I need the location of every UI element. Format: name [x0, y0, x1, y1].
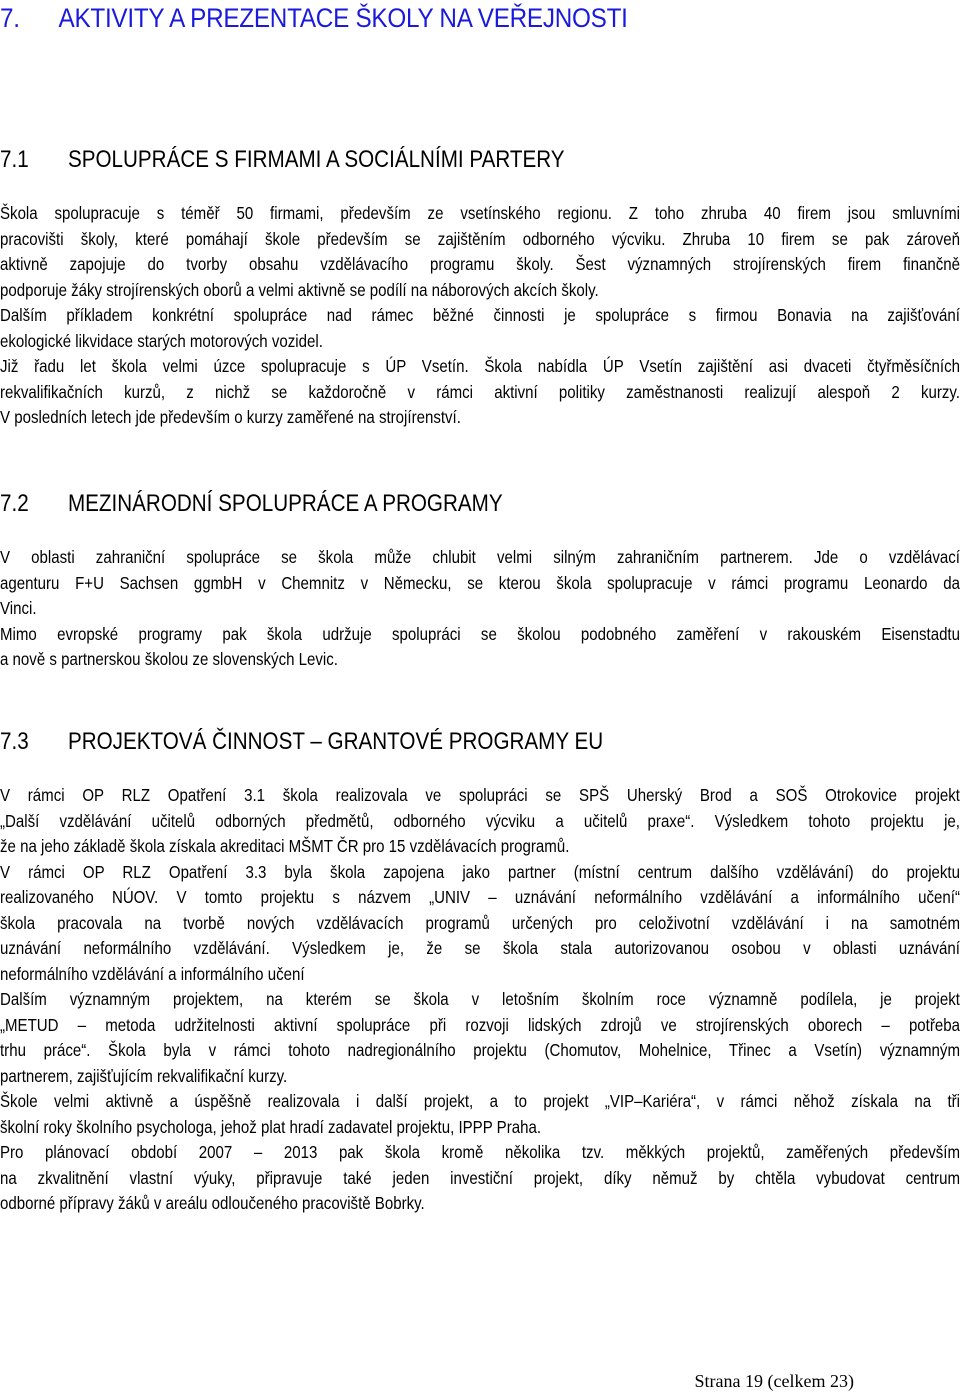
text-line: na zkvalitnění vlastní výuky, připravuje také jeden investiční projekt, díky němuž by chtěla vybudovat centrum	[0, 1167, 960, 1188]
text-line: odborné přípravy žáků v areálu odloučeného pracoviště Bobrky.	[0, 1193, 425, 1213]
text-line: „Další vzdělávání učitelů odborných předmětů, odborného výcviku a učitelů praxe“. Výsledkem tohoto projektu je,	[0, 810, 960, 831]
section-heading-7-1	[0, 145, 826, 175]
chapter-number: 7.	[0, 3, 20, 33]
section-number: 7.3	[0, 728, 29, 755]
text-line: V posledních letech jde především o kurzy zaměřené na strojírenství.	[0, 407, 461, 427]
text-line: a nově s partnerskou školou ze slovenských Levic.	[0, 649, 338, 669]
text-line: Pro plánovací období 2007 – 2013 pak škola kromě několika tzv. měkkých projektů, zaměřených především	[0, 1142, 960, 1162]
text-line: pracovišti školy, které pomáhají škole především se zajištěním odborného výcviku. Zhruba 10 firem se pak zároveň	[0, 228, 960, 249]
text-line: že na jeho základě škola získala akreditaci MŠMT ČR pro 15 vzdělávacích programů.	[0, 836, 570, 856]
text-line: realizovaného NÚOV. V tomto projektu s názvem „UNIV – uznávání neformálního vzdělávání a informálního učení“	[0, 887, 960, 907]
text-line: podporuje žáky strojírenských oborů a velmi aktivně se podílí na náborových akcích školy.	[0, 279, 599, 300]
text-line: partnerem, zajišťujícím rekvalifikační kurzy.	[0, 1065, 288, 1086]
page-number: Strana 19 (celkem 23)	[694, 1371, 854, 1391]
text-line: V rámci OP RLZ Opatření 3.3 byla škola zapojena jako partner (místní centrum dalšího vzdělávání) do projektu	[0, 861, 960, 882]
text-line: Škole velmi aktivně a úspěšně realizovala i další projekt, a to projekt „VIP–Kariéra“, v rámci něhož získala na tři	[0, 1091, 960, 1111]
text-line: školní roky školního psychologa, jehož plat hradí zadavatel projektu, IPPP Praha.	[0, 1116, 542, 1137]
text-line: V rámci OP RLZ Opatření 3.1 škola realizovala ve spolupráci se SPŠ Uherský Brod a SOŠ Otrokovice projekt	[0, 785, 960, 805]
text-line: rekvalifikačních kurzů, z nichž se každoročně v rámci aktivní politiky zaměstnanosti realizují alespoň 2 kurzy.	[0, 381, 960, 402]
section-body-7-1	[0, 201, 960, 431]
text-line: škola pracovala na tvorbě nových vzdělávacích programů určených pro celoživotní vzdělávání i na samotném	[0, 912, 960, 933]
text-line: trhu práce“. Škola byla v rámci tohoto nadregionálního projektu (Chomutov, Mohelnice, Třinec a Vsetín) významným	[0, 1040, 960, 1060]
section-number: 7.2	[0, 490, 29, 517]
text-line: uznávání neformálního vzdělávání. Výsledkem je, že se škola stala autorizovanou osobou v oblasti uznávání	[0, 938, 960, 958]
text-line: neformálního vzdělávání a informálního učení	[0, 963, 305, 984]
text-line: Škola spolupracuje s téměř 50 firmami, především ze vsetínského regionu. Z toho zhruba 40 firem jsou smluvními	[0, 203, 960, 223]
text-line: Již řadu let škola velmi úzce spolupracuje s ÚP Vsetín. Škola nabídla ÚP Vsetín zajištění asi dvaceti čtyřměsíčních	[0, 356, 960, 376]
section-body-7-3	[0, 783, 960, 1217]
chapter-heading	[0, 1, 864, 35]
section-number: 7.1	[0, 146, 29, 173]
section-title: PROJEKTOVÁ ČINNOST – GRANTOVÉ PROGRAMY EU	[67, 728, 604, 755]
section-title: MEZINÁRODNÍ SPOLUPRÁCE A PROGRAMY	[67, 490, 503, 517]
text-line: Dalším příkladem konkrétní spolupráce nad rámec běžné činnosti je spolupráce s firmou Bonavia na zajišťování	[0, 305, 960, 325]
section-heading-7-2	[0, 489, 826, 519]
section-body-7-2	[0, 545, 960, 673]
text-line: ekologické likvidace starých motorových vozidel.	[0, 330, 323, 351]
text-line: Dalším významným projektem, na kterém se škola v letošním školním roce významně podílela, je projekt	[0, 989, 960, 1009]
section-heading-7-3	[0, 727, 826, 757]
text-line: agenturu F+U Sachsen ggmbH v Chemnitz v Německu, se kterou škola spolupracuje v rámci programu Leonardo da	[0, 572, 960, 593]
chapter-title: AKTIVITY A PREZENTACE ŠKOLY NA VEŘEJNOSTI	[58, 3, 628, 33]
text-line: aktivně zapojuje do tvorby obsahu vzdělávacího programu školy. Šest významných strojírenských firem finančně	[0, 254, 960, 274]
text-line: Vinci.	[0, 598, 37, 618]
text-line: V oblasti zahraniční spolupráce se škola může chlubit velmi silným zahraničním partnerem. Jde o vzdělávací	[0, 547, 960, 567]
text-line: Mimo evropské programy pak škola udržuje spolupráci se školou podobného zaměření v rakouském Eisenstadtu	[0, 623, 960, 644]
section-title: SPOLUPRÁCE S FIRMAMI A SOCIÁLNÍMI PARTERY	[67, 146, 565, 173]
text-line: „METUD – metoda udržitelnosti aktivní spolupráce při rozvoji lidských zdrojů ve strojírenských oborech – potřeba	[0, 1014, 960, 1035]
